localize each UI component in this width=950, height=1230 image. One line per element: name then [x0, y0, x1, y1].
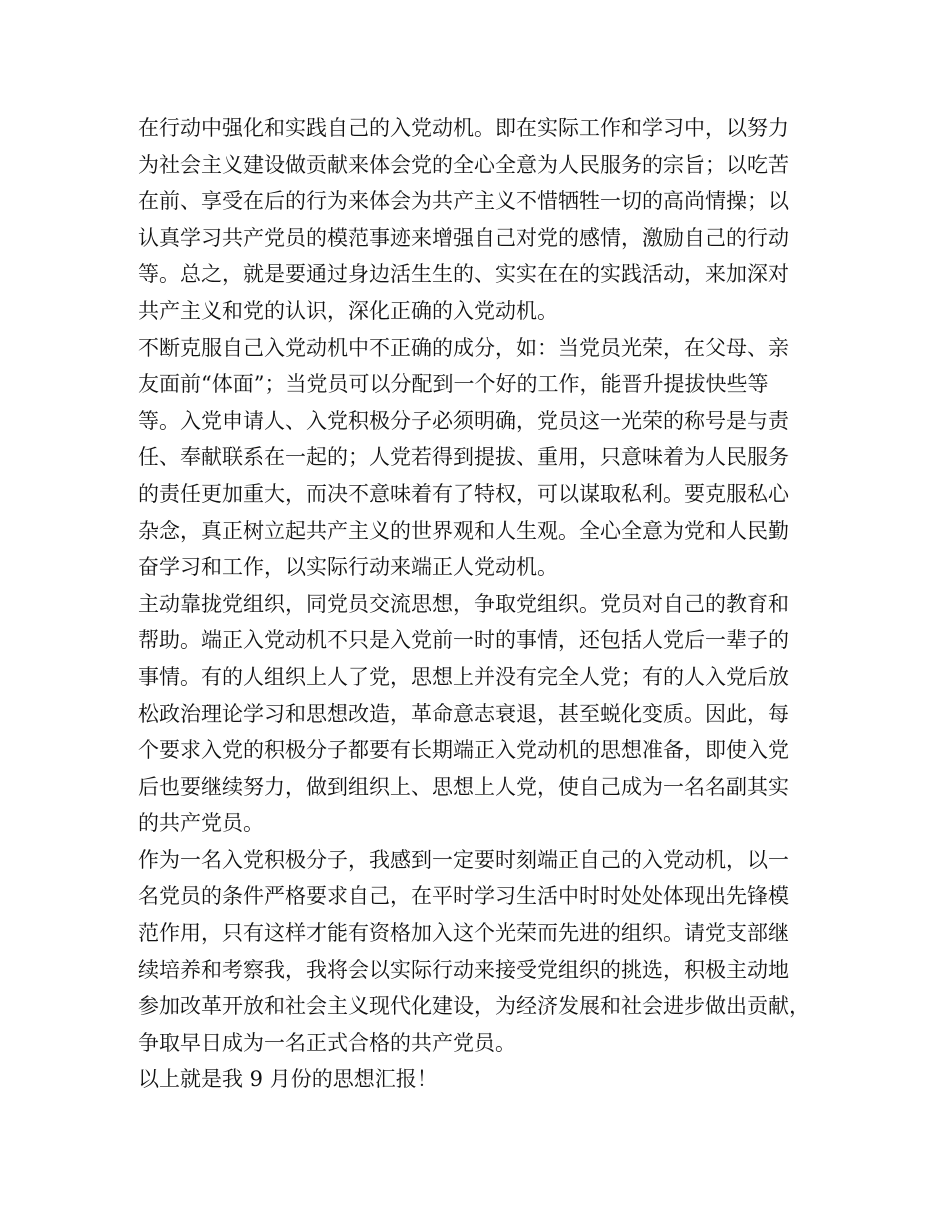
text-line: 的责任更加重大，而决不意味着有了特权，可以谋取私利。要克服私心 [138, 481, 789, 506]
text-line: 以上就是我 9 月份的思想汇报！ [138, 1067, 438, 1092]
text-line: 续培养和考察我，我将会以实际行动来接受党组织的挑选，积极主动地 [138, 957, 789, 982]
text-line: 为社会主义建设做贡献来体会党的全心全意为人民服务的宗旨；以吃苦 [138, 152, 789, 177]
text-line: 的共产党员。 [138, 811, 264, 836]
document-body [138, 110, 818, 1098]
text-line: 奋学习和工作，以实际行动来端正人党动机。 [138, 555, 558, 580]
text-line: 杂念，真正树立起共产主义的世界观和人生观。全心全意为党和人民勤 [138, 518, 789, 543]
text-line: 任、奉献联系在一起的；人党若得到提拔、重用，只意味着为人民服务 [138, 445, 789, 470]
text-line: 主动靠拢党组织，同党员交流思想，争取党组织。党员对自己的教育和 [138, 591, 789, 616]
text-line: 范作用，只有这样才能有资格加入这个光荣而先进的组织。请党支部继 [138, 921, 789, 946]
text-line: 松政治理论学习和思想改造，革命意志衰退，甚至蜕化变质。因此，每 [138, 701, 789, 726]
text-line: 参加改革开放和社会主义现代化建设，为经济发展和社会进步做出贡献， [138, 994, 810, 1019]
text-line: 等。总之，就是要通过身边活生生的、实实在在的实践活动，来加深对 [138, 262, 789, 287]
text-line: 后也要继续努力，做到组织上、思想上人党，使自己成为一名名副其实 [138, 774, 789, 799]
text-line: 名党员的条件严格要求自己，在平时学习生活中时时处处体现出先锋模 [138, 884, 789, 909]
text-line: 个要求入党的积极分子都要有长期端正入党动机的思想准备，即使入党 [138, 738, 789, 763]
text-line: 作为一名入党积极分子，我感到一定要时刻端正自己的入党动机，以一 [138, 847, 789, 872]
text-line: 等。入党申请人、入党积极分子必须明确，党员这一光荣的称号是与责 [138, 408, 789, 433]
text-line: 不断克服自己入党动机中不正确的成分，如：当党员光荣，在父母、亲 [138, 335, 789, 360]
text-line: 争取早日成为一名正式合格的共产党员。 [138, 1030, 516, 1055]
text-line: 共产主义和党的认识，深化正确的入党动机。 [138, 298, 558, 323]
text-line: 友面前“体面”；当党员可以分配到一个好的工作，能晋升提拔快些等 [138, 372, 769, 397]
text-line: 认真学习共产党员的模范事迹来增强自己对党的感情，激励自己的行动 [138, 225, 789, 250]
text-line: 在前、享受在后的行为来体会为共产主义不惜牺牲一切的高尚情操；以 [138, 189, 789, 214]
text-line: 事情。有的人组织上人了党，思想上并没有完全人党；有的人入党后放 [138, 664, 789, 689]
text-line: 帮助。端正入党动机不只是入党前一时的事情，还包括人党后一辈子的 [138, 628, 789, 653]
text-line: 在行动中强化和实践自己的入党动机。即在实际工作和学习中，以努力 [138, 116, 789, 140]
